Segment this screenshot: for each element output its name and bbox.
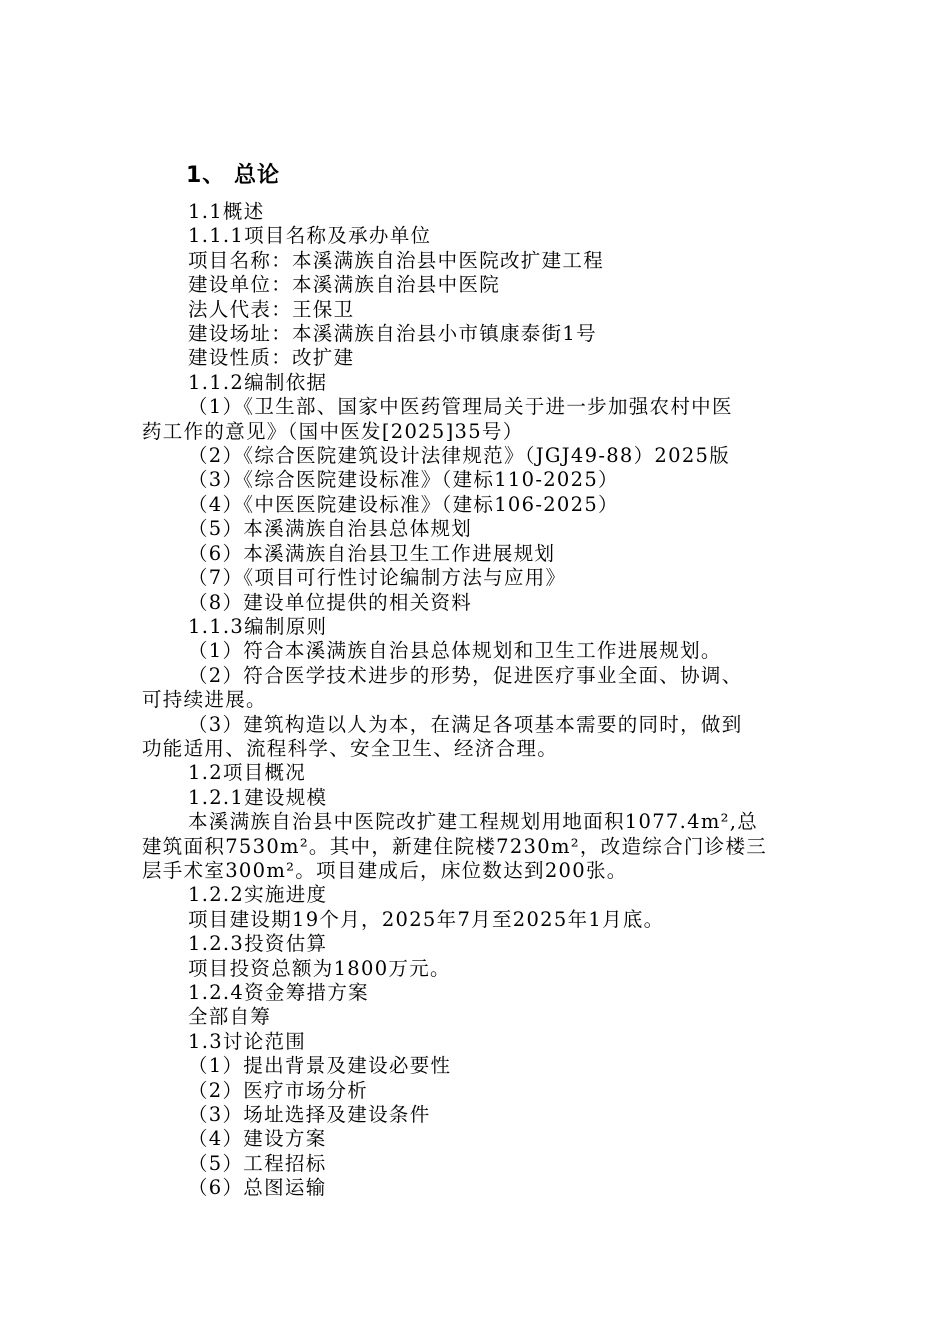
text-line: 1.2.1建设规模 xyxy=(188,785,328,809)
text-line: （3）场址选择及建设条件 xyxy=(188,1103,431,1127)
text-line: 项目投资总额为1800万元。 xyxy=(188,956,451,980)
text-line: 项目建设期19个月，2025年7月至2025年1月底。 xyxy=(188,907,665,931)
document-body xyxy=(142,200,842,1201)
text-line: （4）《中医医院建设标准》（建标106-2025） xyxy=(188,492,619,516)
text-line: （1）《卫生部、国家中医药管理局关于进一步加强农村中医 xyxy=(188,395,733,419)
text-line: （2）《综合医院建筑设计法律规范》（JGJ49-88）2025版 xyxy=(188,444,731,468)
text-line: （3）建筑构造以人为本，在满足各项基本需要的同时，做到 xyxy=(188,712,743,736)
text-line: （2）符合医学技术进步的形势，促进医疗事业全面、协调、 xyxy=(188,663,743,687)
text-line: （5）工程招标 xyxy=(188,1151,327,1175)
text-line: 1.2.2实施进度 xyxy=(188,883,328,907)
text-line: （3）《综合医院建设标准》（建标110-2025） xyxy=(188,468,619,492)
text-line: （1）符合本溪满族自治县总体规划和卫生工作进展规划。 xyxy=(188,639,722,663)
text-line: 1.2.3投资估算 xyxy=(188,932,328,956)
text-line: （6）本溪满族自治县卫生工作进展规划 xyxy=(188,541,556,565)
text-line: 项目名称：本溪满族自治县中医院改扩建工程 xyxy=(188,248,605,272)
text-line: 法人代表：王保卫 xyxy=(188,297,355,321)
text-line: 1.1.1项目名称及承办单位 xyxy=(188,224,432,248)
text-line: 建设性质：改扩建 xyxy=(188,346,355,370)
text-line: 建筑面积7530m²。其中，新建住院楼7230m²，改造综合门诊楼三 xyxy=(142,834,768,858)
text-line: （1）提出背景及建设必要性 xyxy=(188,1054,452,1078)
text-line: 1.1.3编制原则 xyxy=(188,614,328,638)
text-line: 可持续进展。 xyxy=(142,688,267,712)
text-line: （8）建设单位提供的相关资料 xyxy=(188,590,473,614)
section-heading: 1、 总论 xyxy=(186,163,280,188)
text-line: 本溪满族自治县中医院改扩建工程规划用地面积1077.4m²,总 xyxy=(188,810,759,834)
text-line: 层手术室300m²。项目建成后，床位数达到200张。 xyxy=(142,858,628,882)
text-line: 1.2项目概况 xyxy=(188,761,307,785)
text-line: （4）建设方案 xyxy=(188,1127,327,1151)
text-line: 建设单位：本溪满族自治县中医院 xyxy=(188,273,501,297)
text-line: 建设场址：本溪满族自治县小市镇康泰街1号 xyxy=(188,322,597,346)
text-line: （5）本溪满族自治县总体规划 xyxy=(188,517,473,541)
text-line: （7）《项目可行性讨论编制方法与应用》 xyxy=(188,566,567,590)
text-line: 药工作的意见》（国中医发[2025]35号） xyxy=(142,419,524,443)
text-line: 1.2.4资金筹措方案 xyxy=(188,981,369,1004)
text-line: 全部自筹 xyxy=(188,1005,272,1029)
text-line: 1.1概述 xyxy=(188,200,265,223)
text-line: （6）总图运输 xyxy=(188,1176,327,1200)
text-line: （2）医疗市场分析 xyxy=(188,1078,369,1102)
text-line: 1.1.2编制依据 xyxy=(188,370,328,394)
text-line: 功能适用、流程科学、安全卫生、经济合理。 xyxy=(142,736,559,760)
text-line: 1.3讨论范围 xyxy=(188,1029,307,1053)
